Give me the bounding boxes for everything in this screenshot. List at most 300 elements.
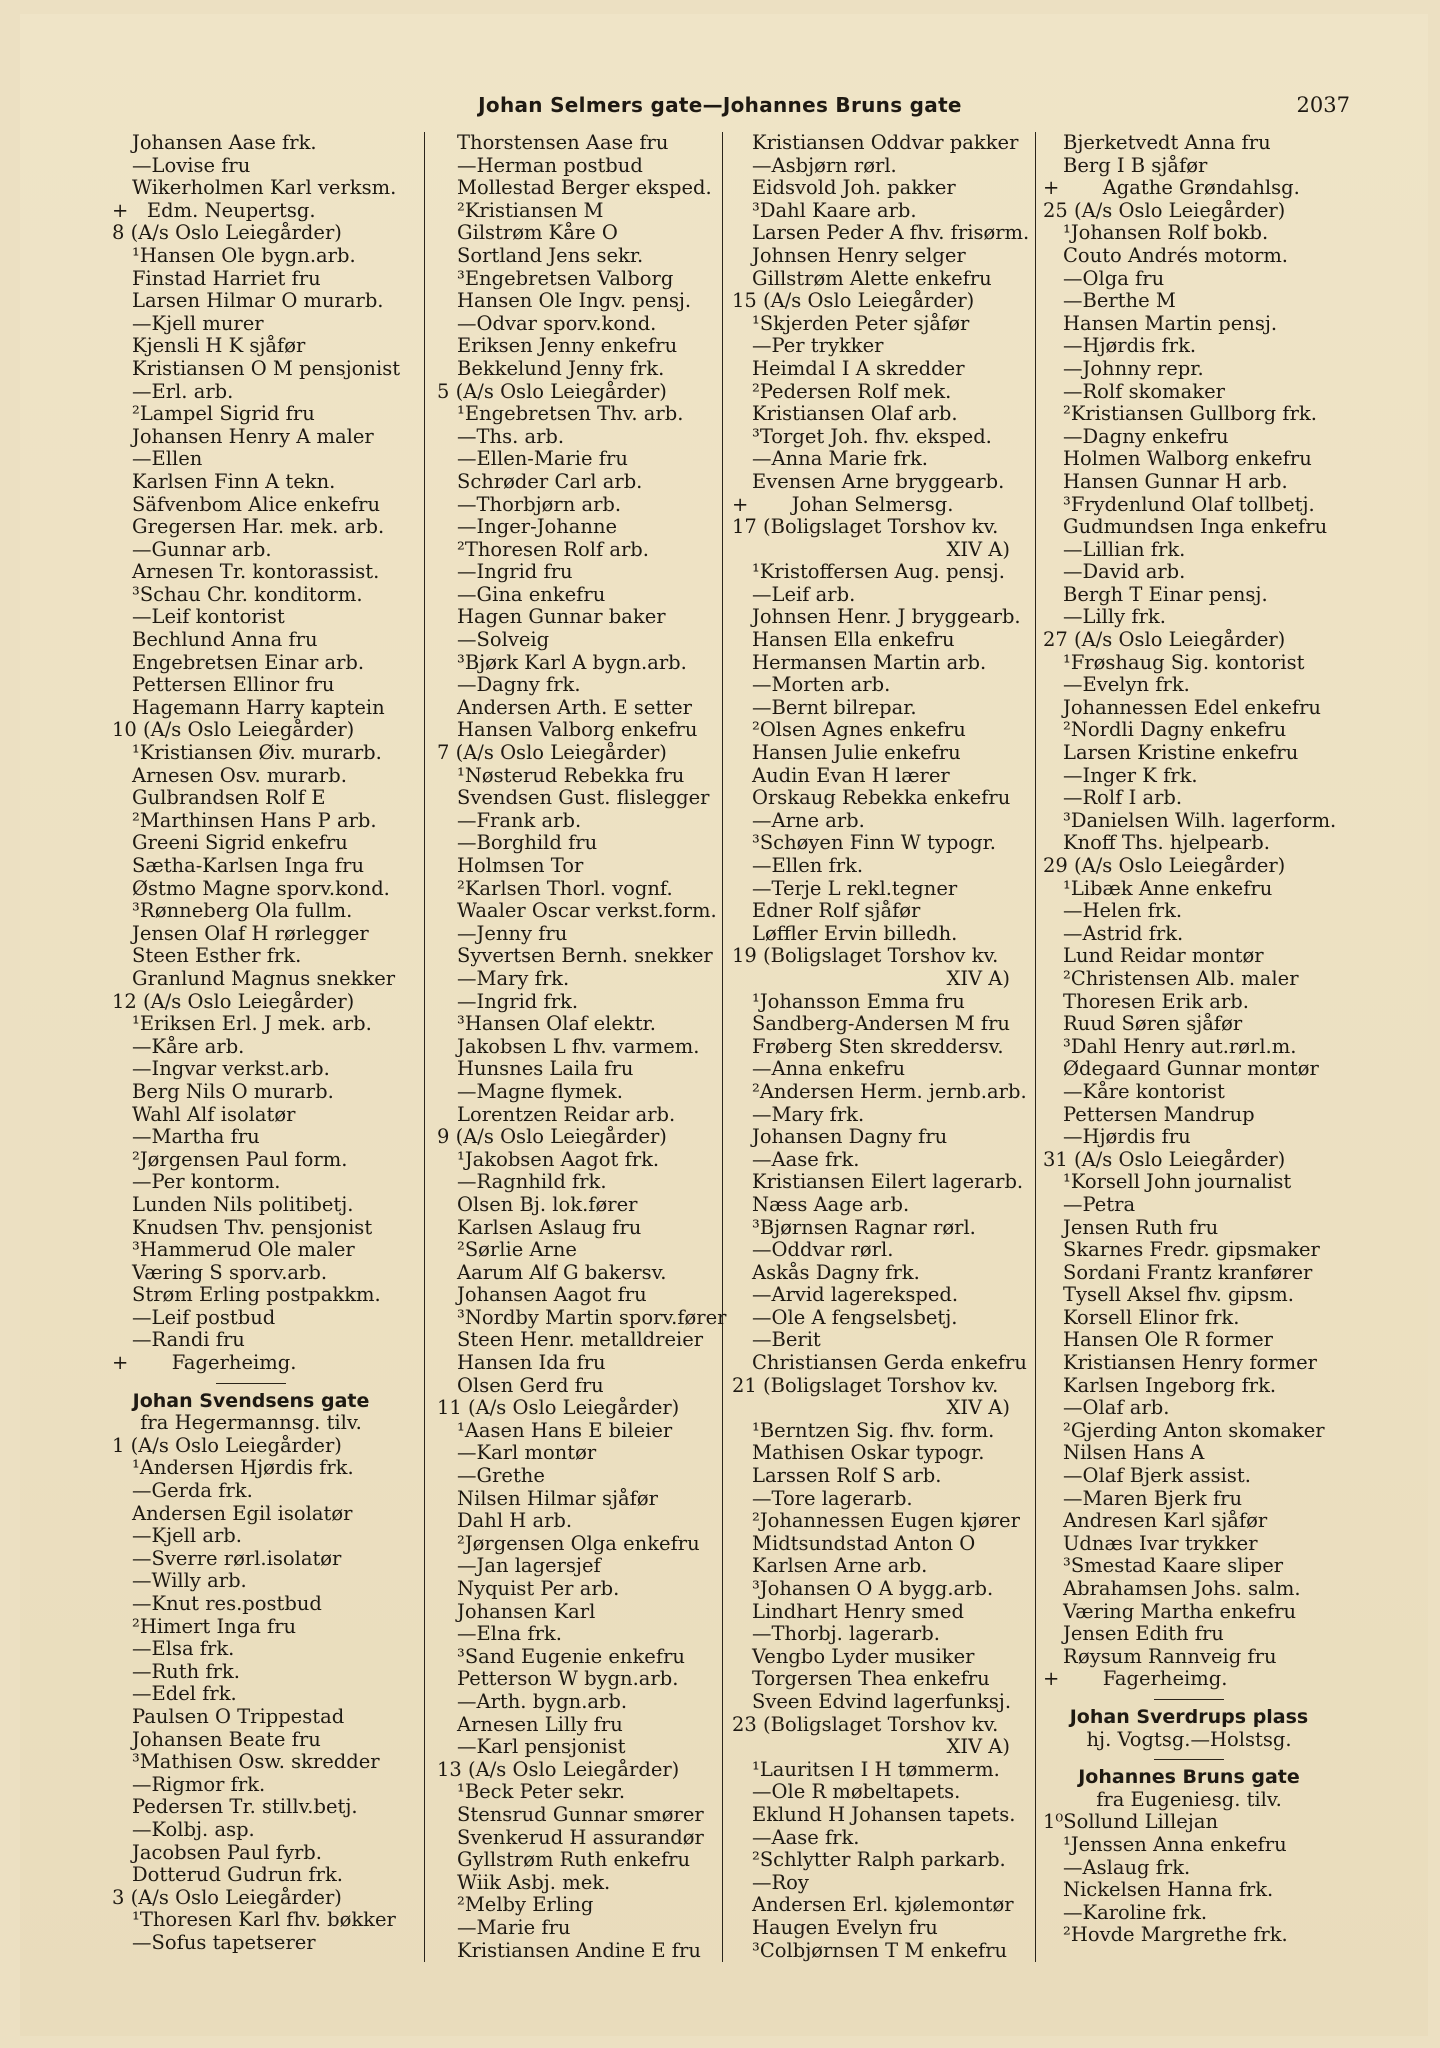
- resident-entry: —Anna enkefru: [752, 1057, 906, 1081]
- resident-entry: —David arb.: [1063, 560, 1186, 584]
- resident-entry: ³Torget Joh. fhv. eksped.: [752, 424, 992, 448]
- resident-entry: —Mary frk.: [457, 966, 570, 990]
- resident-entry: —Mary frk.: [752, 1102, 865, 1126]
- resident-entry: Svendsen Gust. flislegger: [457, 786, 710, 810]
- resident-entry: Askås Dagny frk.: [752, 1260, 920, 1284]
- section-separator: [216, 1383, 286, 1384]
- resident-entry: Sætha-Karlsen Inga fru: [132, 854, 365, 877]
- resident-entry: Ødegaard Gunnar montør: [1063, 1057, 1319, 1081]
- resident-entry: Olsen Gerd fru: [457, 1373, 604, 1397]
- resident-entry: —Ruth frk.: [132, 1659, 240, 1683]
- resident-entry: ¹Libæk Anne enkefru: [1063, 876, 1273, 900]
- resident-entry: ³Bjørnsen Ragnar rørl.: [752, 1215, 976, 1239]
- resident-entry: Nyquist Per arb.: [457, 1577, 620, 1600]
- street-subheading: fra Eugeniesg. tilv.: [1096, 1787, 1282, 1811]
- address-entry: 9 (A/s Oslo Leiegårder): [437, 1125, 667, 1149]
- resident-entry: Larssen Rolf S arb.: [752, 1464, 942, 1488]
- street-heading: Johan Svendsens gate: [132, 1389, 370, 1412]
- resident-entry: —Ragnhild frk.: [457, 1170, 607, 1194]
- resident-entry: Heimdal I A skredder: [752, 356, 965, 380]
- resident-entry: Holmsen Tor: [457, 854, 584, 877]
- resident-entry: Petterson W bygn.arb.: [457, 1667, 679, 1691]
- resident-entry: —Herman postbud: [457, 153, 643, 177]
- resident-entry: Paulsen O Trippestad: [132, 1704, 345, 1728]
- resident-entry: Syvertsen Bernh. snekker: [457, 944, 713, 968]
- resident-entry: ¹Kristiansen Øiv. murarb.: [132, 741, 382, 765]
- resident-entry: —Astrid frk.: [1063, 921, 1184, 945]
- resident-entry: —Solveig: [457, 628, 550, 652]
- resident-entry: Thoresen Erik arb.: [1063, 989, 1249, 1013]
- resident-entry: —Oddvar rørl.: [752, 1238, 894, 1262]
- resident-entry: Johansen Aagot fru: [457, 1283, 647, 1307]
- street-subheading: fra Hegermannsg. tilv.: [140, 1411, 362, 1435]
- resident-entry: Wiik Asbj. mek.: [457, 1870, 611, 1894]
- resident-entry: —Roy: [752, 1870, 809, 1894]
- resident-entry: Hansen Ole Ingv. pensj.: [457, 289, 692, 313]
- resident-entry: —Lovise fru: [132, 153, 251, 177]
- address-entry: 3 (A/s Oslo Leiegårder): [112, 1885, 342, 1909]
- resident-entry: —Karoline frk.: [1063, 1900, 1208, 1924]
- resident-entry: Kristiansen Eilert lagerarb.: [752, 1170, 1024, 1194]
- resident-entry: ¹Engebretsen Thv. arb.: [457, 402, 684, 426]
- resident-entry: —Leif kontorist: [132, 605, 285, 629]
- resident-entry: —Inger-Johanne: [457, 515, 618, 539]
- resident-entry: —Ole A fengselsbetj.: [752, 1305, 958, 1329]
- resident-entry: Greeni Sigrid enkefru: [132, 831, 348, 855]
- resident-entry: ²Hovde Margrethe frk.: [1063, 1923, 1288, 1947]
- resident-entry: Berg Nils O murarb.: [132, 1079, 334, 1103]
- cross-street: + Edm. Neupertsg.: [112, 198, 316, 222]
- resident-entry: —Grethe: [457, 1464, 545, 1488]
- resident-entry: Andersen Erl. kjølemontør: [752, 1893, 1014, 1917]
- resident-entry: Kristiansen Henry former: [1063, 1351, 1317, 1375]
- resident-entry: —Borghild fru: [457, 831, 598, 855]
- resident-entry: Couto Andrés motorm.: [1063, 243, 1289, 267]
- resident-entry: Knudsen Thv. pensjonist: [132, 1215, 373, 1239]
- resident-entry: Udnæs Ivar trykker: [1063, 1531, 1258, 1555]
- resident-entry: —Elna frk.: [457, 1622, 562, 1646]
- resident-entry: —Bernt bilrepar.: [752, 695, 917, 719]
- resident-entry: ¹Lauritsen I H tømmerm.: [752, 1757, 1000, 1781]
- address-entry: 1⁰Sollund Lillejan: [1043, 1810, 1219, 1834]
- resident-entry: Granlund Magnus snekker: [132, 966, 396, 990]
- resident-entry: —Rigmor frk.: [132, 1772, 266, 1796]
- address-entry: 12 (A/s Oslo Leiegårder): [112, 989, 355, 1013]
- resident-entry: Sandberg-Andersen M fru: [752, 1012, 1010, 1036]
- resident-entry: Jensen Edith fru: [1063, 1622, 1224, 1646]
- resident-entry: Stensrud Gunnar smører: [457, 1802, 704, 1826]
- address-continuation: XIV A): [946, 1396, 1010, 1420]
- resident-entry: Sortland Jens sekr.: [457, 243, 644, 267]
- resident-entry: —Aase frk.: [752, 1825, 860, 1849]
- resident-entry: Nilsen Hans A: [1063, 1441, 1205, 1465]
- resident-entry: Finstad Harriet fru: [132, 266, 321, 290]
- resident-entry: ²Schlytter Ralph parkarb.: [752, 1848, 1006, 1872]
- resident-entry: ³Danielsen Wilh. lagerform.: [1063, 808, 1337, 832]
- resident-entry: Hansen Julie enkefru: [752, 741, 961, 765]
- resident-entry: Hermansen Martin arb.: [752, 650, 987, 674]
- resident-entry: Hansen Ida fru: [457, 1351, 606, 1375]
- resident-entry: ²Christensen Alb. maler: [1063, 966, 1299, 990]
- resident-entry: Eidsvold Joh. pakker: [752, 176, 956, 200]
- section-separator: [1154, 1759, 1224, 1760]
- resident-entry: —Ellen: [132, 447, 203, 471]
- resident-entry: Svenkerud H assurandør: [457, 1825, 704, 1849]
- resident-entry: ²Karlsen Thorl. vognf.: [457, 876, 673, 900]
- resident-entry: ³Schøyen Finn W typogr.: [752, 831, 996, 855]
- column-2: [437, 131, 727, 1962]
- resident-entry: Christiansen Gerda enkefru: [752, 1351, 1027, 1375]
- resident-entry: ¹Berntzen Sig. fhv. form.: [752, 1418, 995, 1442]
- resident-entry: —Inger K frk.: [1063, 763, 1198, 787]
- street-subheading: hj. Vogtsg.—Holstsg.: [1086, 1727, 1292, 1751]
- resident-entry: Larsen Peder A fhv. frisørm.: [752, 221, 1030, 245]
- resident-entry: —Randi fru: [132, 1328, 245, 1352]
- resident-entry: ²Thoresen Rolf arb.: [457, 537, 649, 561]
- resident-entry: —Odvar sporv.kond.: [457, 311, 657, 335]
- resident-entry: —Kolbj. asp.: [132, 1817, 255, 1841]
- resident-entry: Sordani Frantz kranfører: [1063, 1260, 1313, 1284]
- resident-entry: Løffler Ervin billedh.: [752, 921, 958, 945]
- resident-entry: —Thorbjørn arb.: [457, 492, 622, 516]
- address-entry: 10 (A/s Oslo Leiegårder): [112, 718, 355, 742]
- resident-entry: Andersen Arth. E setter: [457, 695, 692, 719]
- resident-entry: ³Colbjørnsen T M enkefru: [752, 1938, 1008, 1962]
- resident-entry: Ruud Søren sjåfør: [1063, 1012, 1243, 1036]
- street-heading: Johan Sverdrups plass: [1069, 1705, 1309, 1728]
- resident-entry: —Kjell murer: [132, 311, 264, 335]
- resident-entry: —Ths. arb.: [457, 424, 565, 448]
- resident-entry: ²Olsen Agnes enkefru: [752, 718, 966, 742]
- resident-entry: Gillstrøm Alette enkefru: [752, 266, 992, 290]
- address-entry: 8 (A/s Oslo Leiegårder): [112, 221, 342, 245]
- resident-entry: ³Mathisen Osw. skredder: [132, 1750, 380, 1774]
- resident-entry: Kristiansen Andine E fru: [457, 1938, 701, 1962]
- resident-entry: ³Schau Chr. konditorm.: [132, 582, 363, 606]
- resident-entry: ¹Jenssen Anna enkefru: [1063, 1832, 1287, 1856]
- resident-entry: —Asbjørn rørl.: [752, 153, 897, 177]
- resident-entry: Olsen Bj. lok.fører: [457, 1192, 638, 1216]
- resident-entry: ³Frydenlund Olaf tollbetj.: [1063, 492, 1315, 516]
- resident-entry: Bechlund Anna fru: [132, 628, 318, 652]
- resident-entry: ²Melby Erling: [457, 1893, 594, 1917]
- resident-entry: Midtsundstad Anton O: [752, 1531, 976, 1555]
- resident-entry: —Lilly frk.: [1063, 605, 1166, 629]
- resident-entry: Hansen Ella enkefru: [752, 628, 955, 652]
- cross-street: + Johan Selmersg.: [732, 492, 954, 516]
- resident-entry: ¹Eriksen Erl. J mek. arb.: [132, 1012, 372, 1036]
- resident-entry: Abrahamsen Johs. salm.: [1063, 1577, 1301, 1600]
- resident-entry: ¹Korsell John journalist: [1063, 1170, 1292, 1194]
- resident-entry: Eklund H Johansen tapets.: [752, 1802, 1016, 1826]
- resident-entry: ³Sand Eugenie enkefru: [457, 1644, 685, 1668]
- address-continuation: XIV A): [946, 537, 1010, 561]
- resident-entry: ²Jørgensen Paul form.: [132, 1147, 348, 1171]
- address-entry: 23 (Boligslaget Torshov kv.: [732, 1712, 999, 1736]
- address-entry: 25 (A/s Oslo Leiegårder): [1043, 198, 1286, 222]
- resident-entry: ²Lampel Sigrid fru: [132, 402, 315, 426]
- resident-entry: Hagen Gunnar baker: [457, 605, 666, 629]
- resident-entry: ³Dahl Kaare arb.: [752, 198, 917, 222]
- resident-entry: —Olaf arb.: [1063, 1396, 1170, 1420]
- resident-entry: —Hjørdis fru: [1063, 1125, 1191, 1149]
- resident-entry: —Maren Bjerk fru: [1063, 1486, 1243, 1510]
- resident-entry: ²Kristiansen Gullborg frk.: [1063, 402, 1317, 426]
- resident-entry: ³Smestad Kaare sliper: [1063, 1554, 1284, 1578]
- resident-entry: Gudmundsen Inga enkefru: [1063, 515, 1328, 539]
- resident-entry: ¹Skjerden Peter sjåfør: [752, 311, 970, 335]
- resident-entry: Pedersen Tr. stillv.betj.: [132, 1795, 358, 1819]
- resident-entry: —Hjørdis frk.: [1063, 334, 1197, 358]
- resident-entry: ¹Thoresen Karl fhv. bøkker: [132, 1908, 396, 1932]
- resident-entry: Audin Evan H lærer: [752, 763, 950, 787]
- address-entry: 17 (Boligslaget Torshov kv.: [732, 515, 999, 539]
- resident-entry: Lunden Nils politibetj.: [132, 1192, 354, 1216]
- resident-entry: —Per trykker: [752, 334, 884, 358]
- resident-entry: ³Johansen O A bygg.arb.: [752, 1577, 994, 1600]
- resident-entry: Væring S sporv.arb.: [132, 1260, 328, 1284]
- resident-entry: ¹Beck Peter sekr.: [457, 1780, 626, 1804]
- resident-entry: Engebretsen Einar arb.: [132, 650, 365, 674]
- resident-entry: Strøm Erling postpakkm.: [132, 1283, 381, 1307]
- resident-entry: Jensen Olaf H rørlegger: [132, 921, 369, 945]
- resident-entry: Gulbrandsen Rolf E: [132, 786, 326, 810]
- page-number: 2037: [1296, 93, 1350, 117]
- address-entry: 5 (A/s Oslo Leiegårder): [437, 379, 667, 403]
- resident-entry: ¹Nøsterud Rebekka fru: [457, 763, 685, 787]
- resident-entry: Mathisen Oskar typogr.: [752, 1441, 985, 1465]
- resident-entry: ¹Kristoffersen Aug. pensj.: [752, 560, 1005, 584]
- resident-entry: Andresen Karl sjåfør: [1063, 1509, 1268, 1533]
- resident-entry: ³Bjørk Karl A bygn.arb.: [457, 650, 687, 674]
- page-title: Johan Selmers gate—Johannes Bruns gate: [478, 93, 962, 117]
- column-divider: [1035, 132, 1036, 1962]
- resident-entry: Pettersen Ellinor fru: [132, 673, 335, 697]
- resident-entry: Johannessen Edel enkefru: [1063, 695, 1321, 719]
- resident-entry: Skarnes Fredr. gipsmaker: [1063, 1238, 1320, 1262]
- resident-entry: ²Pedersen Rolf mek.: [752, 379, 952, 403]
- resident-entry: Væring Martha enkefru: [1063, 1599, 1297, 1623]
- resident-entry: ³Hammerud Ole maler: [132, 1238, 355, 1262]
- resident-entry: Berg I B sjåfør: [1063, 153, 1208, 177]
- resident-entry: Næss Aage arb.: [752, 1192, 910, 1216]
- column-divider: [424, 132, 425, 1962]
- resident-entry: ²Gjerding Anton skomaker: [1063, 1418, 1325, 1442]
- resident-entry: ²Sørlie Arne: [457, 1238, 577, 1262]
- resident-entry: Hansen Ole R former: [1063, 1328, 1273, 1352]
- resident-entry: ³Dahl Henry aut.rørl.m.: [1063, 1034, 1297, 1058]
- resident-entry: Säfvenbom Alice enkefru: [132, 492, 380, 516]
- resident-entry: ¹Johansen Rolf bokb.: [1063, 221, 1269, 245]
- resident-entry: —Helen frk.: [1063, 899, 1183, 923]
- cross-street: + Agathe Grøndahlsg.: [1043, 176, 1300, 200]
- resident-entry: —Olga fru: [1063, 266, 1165, 290]
- resident-entry: ¹Aasen Hans E bileier: [457, 1418, 673, 1442]
- resident-entry: Orskaug Rebekka enkefru: [752, 786, 1011, 810]
- resident-entry: Hansen Martin pensj.: [1063, 311, 1278, 335]
- resident-entry: ²Himert Inga fru: [132, 1614, 297, 1638]
- resident-entry: —Sofus tapetserer: [132, 1930, 316, 1954]
- resident-entry: Hagemann Harry kaptein: [132, 695, 385, 719]
- address-continuation: XIV A): [946, 1735, 1010, 1759]
- resident-entry: Arnesen Osv. murarb.: [132, 763, 347, 787]
- resident-entry: —Ole R møbeltapets.: [752, 1780, 961, 1804]
- resident-entry: Dotterud Gudrun frk.: [132, 1863, 343, 1887]
- resident-entry: —Knut res.postbud: [132, 1592, 322, 1615]
- resident-entry: Kristiansen O M pensjonist: [132, 356, 401, 380]
- resident-entry: Wahl Alf isolatør: [132, 1102, 296, 1126]
- resident-entry: —Aase frk.: [752, 1147, 860, 1171]
- resident-entry: —Arne arb.: [752, 808, 865, 832]
- resident-entry: —Leif postbud: [132, 1305, 276, 1329]
- resident-entry: Østmo Magne sporv.kond.: [132, 876, 390, 900]
- address-entry: 27 (A/s Oslo Leiegårder): [1043, 628, 1286, 652]
- resident-entry: Torgersen Thea enkefru: [752, 1667, 990, 1691]
- resident-entry: ¹Hansen Ole bygn.arb.: [132, 243, 356, 267]
- resident-entry: —Per kontorm.: [132, 1170, 281, 1194]
- address-entry: 11 (A/s Oslo Leiegårder): [437, 1396, 680, 1420]
- resident-entry: Tysell Aksel fhv. gipsm.: [1063, 1283, 1294, 1307]
- resident-entry: Wikerholmen Karl verksm.: [132, 176, 397, 200]
- resident-entry: Nickelsen Hanna frk.: [1063, 1878, 1274, 1902]
- resident-entry: Karlsen Finn A tekn.: [132, 469, 336, 493]
- resident-entry: ³Engebretsen Valborg: [457, 266, 674, 290]
- column-4: [1043, 132, 1335, 1947]
- resident-entry: Johnsen Henry selger: [752, 243, 966, 267]
- resident-entry: Aarum Alf G bakersv.: [457, 1260, 667, 1284]
- resident-entry: Knoff Ths. hjelpearb.: [1063, 831, 1270, 855]
- resident-entry: Gregersen Har. mek. arb.: [132, 515, 385, 539]
- resident-entry: Andersen Egil isolatør: [132, 1501, 353, 1525]
- resident-entry: —Magne flymek.: [457, 1079, 623, 1103]
- resident-entry: Korsell Elinor frk.: [1063, 1305, 1240, 1329]
- resident-entry: Haugen Evelyn fru: [752, 1915, 938, 1939]
- cross-street: + Fagerheimg.: [112, 1351, 297, 1375]
- resident-entry: Karlsen Aslaug fru: [457, 1215, 642, 1239]
- column-3: [732, 131, 1030, 1962]
- resident-entry: ¹Johansson Emma fru: [752, 989, 965, 1013]
- resident-entry: —Morten arb.: [752, 673, 891, 697]
- resident-entry: —Leif arb.: [752, 582, 856, 606]
- resident-entry: ¹Andersen Hjørdis frk.: [132, 1456, 354, 1480]
- resident-entry: —Sverre rørl.isolatør: [132, 1546, 342, 1570]
- resident-entry: —Willy arb.: [132, 1569, 247, 1593]
- resident-entry: —Karl montør: [457, 1441, 597, 1465]
- resident-entry: Røysum Rannveig fru: [1063, 1644, 1277, 1668]
- resident-entry: —Evelyn frk.: [1063, 673, 1190, 697]
- resident-entry: —Arvid lagereksped.: [752, 1283, 959, 1307]
- resident-entry: Bergh T Einar pensj.: [1063, 582, 1268, 606]
- resident-entry: Larsen Hilmar O murarb.: [132, 289, 384, 313]
- resident-entry: Lund Reidar montør: [1063, 944, 1264, 968]
- resident-entry: Hansen Valborg enkefru: [457, 718, 698, 742]
- resident-entry: Waaler Oscar verkst.form.: [457, 899, 717, 923]
- resident-entry: Kjensli H K sjåfør: [132, 334, 306, 358]
- address-entry: 31 (A/s Oslo Leiegårder): [1043, 1147, 1286, 1171]
- resident-entry: Pettersen Mandrup: [1063, 1102, 1255, 1126]
- resident-entry: —Tore lagerarb.: [752, 1486, 913, 1510]
- resident-entry: —Rolf I arb.: [1063, 786, 1183, 810]
- resident-entry: —Frank arb.: [457, 808, 582, 832]
- resident-entry: —Ingrid fru: [457, 560, 573, 584]
- resident-entry: ²Andersen Herm. jernb.arb.: [752, 1079, 1027, 1103]
- resident-entry: —Kjell arb.: [132, 1524, 242, 1548]
- resident-entry: —Karl pensjonist: [457, 1735, 626, 1759]
- column-1: [112, 131, 401, 1955]
- resident-entry: Sveen Edvind lagerfunksj.: [752, 1689, 1012, 1713]
- resident-entry: —Ingrid frk.: [457, 989, 579, 1013]
- resident-entry: —Kåre kontorist: [1063, 1079, 1225, 1103]
- resident-entry: ¹Jakobsen Aagot frk.: [457, 1147, 660, 1171]
- section-separator: [1154, 1699, 1224, 1700]
- resident-entry: —Ellen frk.: [752, 854, 864, 877]
- resident-entry: Frøberg Sten skreddersv.: [752, 1034, 1004, 1058]
- resident-entry: ¹Frøshaug Sig. kontorist: [1063, 650, 1305, 674]
- resident-entry: Mollestad Berger eksped.: [457, 176, 712, 200]
- resident-entry: Johansen Henry A maler: [132, 424, 374, 448]
- resident-entry: Bjerketvedt Anna fru: [1063, 131, 1271, 154]
- resident-entry: —Gina enkefru: [457, 582, 606, 606]
- resident-entry: Gilstrøm Kåre O: [457, 221, 618, 245]
- resident-entry: Holmen Walborg enkefru: [1063, 447, 1312, 471]
- resident-entry: —Aslaug frk.: [1063, 1855, 1191, 1879]
- resident-entry: Jensen Ruth fru: [1063, 1215, 1219, 1239]
- resident-entry: —Jenny fru: [457, 921, 568, 945]
- resident-entry: —Terje L rekl.tegner: [752, 876, 958, 900]
- resident-entry: —Anna Marie frk.: [752, 447, 928, 471]
- resident-entry: Nilsen Hilmar sjåfør: [457, 1486, 658, 1510]
- resident-entry: Edner Rolf sjåfør: [752, 899, 921, 923]
- resident-entry: ²Johannessen Eugen kjører: [752, 1509, 1020, 1533]
- resident-entry: Gyllstrøm Ruth enkefru: [457, 1848, 691, 1872]
- resident-entry: Vengbo Lyder musiker: [752, 1644, 975, 1668]
- resident-entry: Johansen Beate fru: [132, 1727, 321, 1751]
- resident-entry: —Kåre arb.: [132, 1034, 245, 1058]
- resident-entry: —Edel frk.: [132, 1682, 237, 1706]
- resident-entry: Dahl H arb.: [457, 1509, 573, 1533]
- resident-entry: Schrøder Carl arb.: [457, 469, 643, 493]
- resident-entry: Steen Henr. metalldreier: [457, 1328, 704, 1352]
- resident-entry: Thorstensen Aase fru: [457, 131, 669, 154]
- resident-entry: —Erl. arb.: [132, 379, 234, 403]
- resident-entry: Lorentzen Reidar arb.: [457, 1102, 676, 1126]
- resident-entry: —Martha fru: [132, 1125, 260, 1149]
- resident-entry: ³Hansen Olaf elektr.: [457, 1012, 656, 1036]
- resident-entry: Bekkelund Jenny frk.: [457, 356, 665, 380]
- resident-entry: —Thorbj. lagerarb.: [752, 1622, 940, 1646]
- cross-street: + Fagerheimg.: [1043, 1667, 1228, 1691]
- resident-entry: —Berit: [752, 1328, 821, 1352]
- resident-entry: —Marie fru: [457, 1915, 571, 1939]
- resident-entry: ²Jørgensen Olga enkefru: [457, 1531, 700, 1555]
- resident-entry: ²Nordli Dagny enkefru: [1063, 718, 1287, 742]
- resident-entry: —Johnny repr.: [1063, 356, 1204, 380]
- resident-entry: —Berthe M: [1063, 289, 1176, 313]
- address-entry: 1 (A/s Oslo Leiegårder): [112, 1433, 342, 1457]
- resident-entry: Karlsen Ingeborg frk.: [1063, 1373, 1277, 1397]
- resident-entry: —Ingvar verkst.arb.: [132, 1057, 330, 1081]
- address-entry: 19 (Boligslaget Torshov kv.: [732, 944, 999, 968]
- resident-entry: Hunsnes Laila fru: [457, 1057, 634, 1081]
- resident-entry: Jakobsen L fhv. varmem.: [457, 1034, 700, 1058]
- resident-entry: Arnesen Tr. kontorassist.: [132, 560, 380, 584]
- resident-entry: Jacobsen Paul fyrb.: [132, 1840, 322, 1864]
- address-entry: 13 (A/s Oslo Leiegårder): [437, 1757, 680, 1781]
- address-continuation: XIV A): [946, 966, 1010, 990]
- resident-entry: —Gerda frk.: [132, 1479, 253, 1503]
- resident-entry: —Rolf skomaker: [1063, 379, 1225, 403]
- resident-entry: Steen Esther frk.: [132, 944, 302, 968]
